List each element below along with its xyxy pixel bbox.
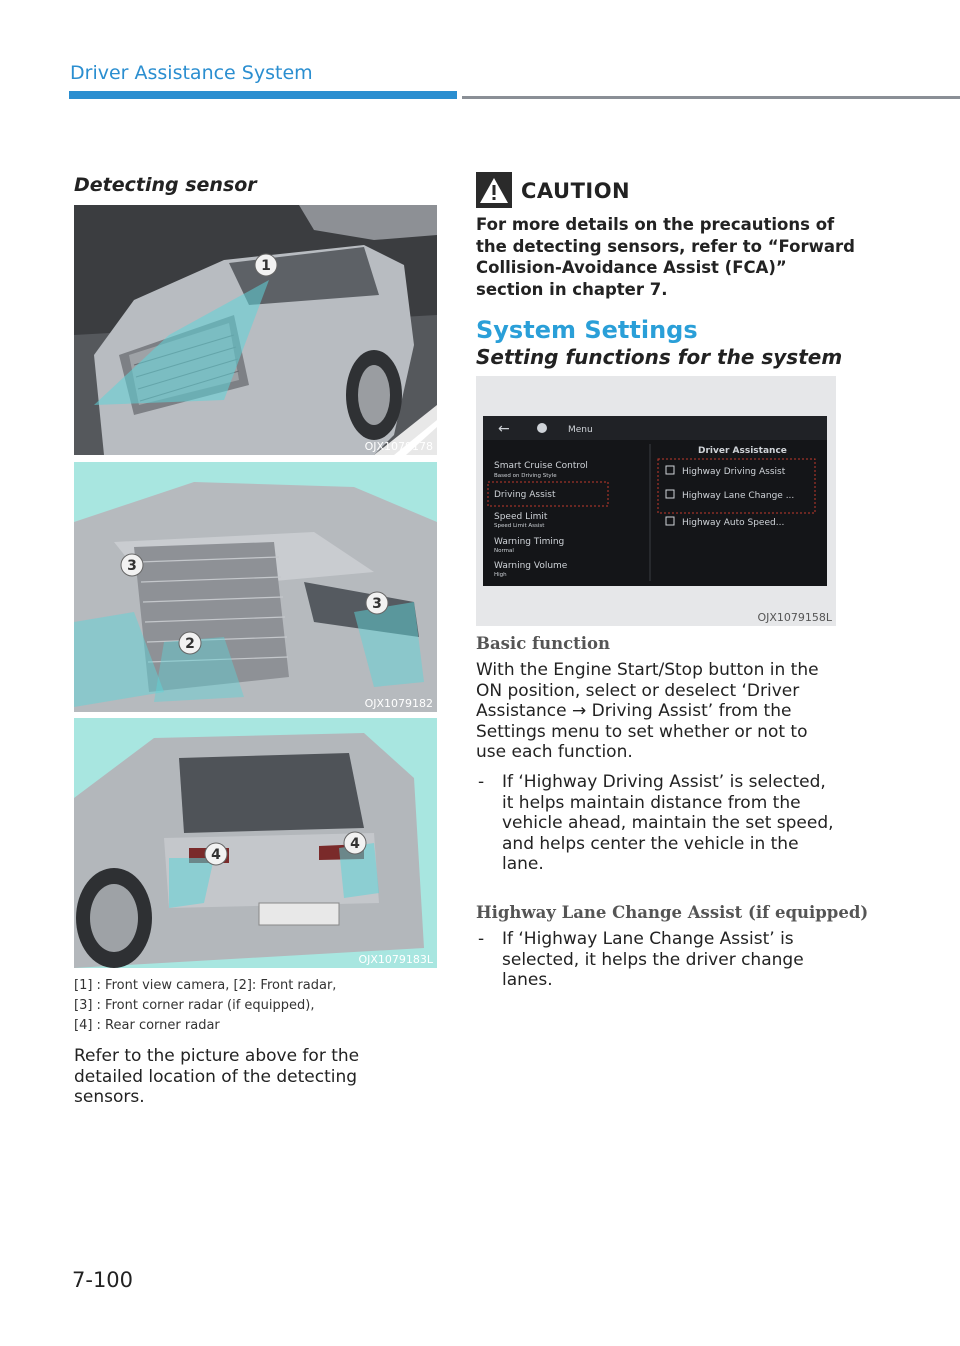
image-code: OJX1079158L — [757, 611, 832, 624]
detecting-sensor-heading: Detecting sensor — [74, 174, 257, 196]
home-icon[interactable] — [537, 423, 547, 433]
marker-4-left: 4 — [211, 847, 221, 863]
lane-change-heading: Highway Lane Change Assist (if equipped) — [476, 903, 869, 922]
front-camera-illustration — [74, 205, 437, 455]
caution-title: CAUTION — [521, 179, 631, 203]
marker-3-left: 3 — [127, 558, 137, 574]
menu-item-smart-cruise[interactable]: Smart Cruise Control — [494, 461, 588, 471]
panel-title: Driver Assistance — [698, 446, 787, 456]
header-rule-blue — [69, 91, 457, 99]
svg-text:High: High — [494, 572, 507, 578]
bullet-highway-driving-assist: - If ‘Highway Driving Assist’ is selected, it helps maintain distance from the vehicle ahead, maintain the set speed, and helps center the vehicle in the lane. — [478, 772, 834, 874]
svg-text:Speed Limit Assist: Speed Limit Assist — [494, 523, 545, 529]
image-code: OJX1079178 — [364, 440, 433, 453]
option-highway-lane-change[interactable]: Highway Lane Change ... — [682, 491, 795, 501]
rear-radar-illustration — [74, 718, 437, 968]
chapter-title: Driver Assistance System — [70, 62, 313, 84]
basic-function-text: With the Engine Start/Stop button in the ON position, select or deselect ‘Driver Assistance → Driving Assist’ from the Settings menu to set whether or not to use each function. — [476, 660, 819, 762]
back-arrow-icon[interactable]: ← — [498, 421, 510, 437]
sensor-location-text: Refer to the picture above for the detailed location of the detecting sensors. — [74, 1046, 360, 1107]
sensor-caption: [1] : Front view camera, [2]: Front radar, [3] : Front corner radar (if equipped), [4] : Rear corner radar — [74, 978, 337, 1033]
warning-triangle-icon — [476, 172, 512, 208]
menu-item-warning-volume[interactable]: Warning Volume — [494, 561, 568, 571]
svg-text:Based on Driving Style: Based on Driving Style — [494, 473, 557, 479]
settings-screen-illustration — [476, 376, 836, 626]
settings-screen-photo — [476, 376, 836, 626]
menu-item-warning-timing[interactable]: Warning Timing — [494, 537, 565, 547]
header-rule-gray — [462, 96, 960, 99]
marker-4-right: 4 — [350, 836, 360, 852]
image-code: OJX1079182 — [364, 697, 433, 710]
option-highway-driving-assist[interactable]: Highway Driving Assist — [682, 467, 786, 477]
caution-text: For more details on the precautions of the detecting sensors, refer to “Forward Collision-Avoidance Assist (FCA)” section in chapter 7. — [476, 215, 855, 299]
menu-label: Menu — [568, 425, 593, 435]
menu-item-speed-limit[interactable]: Speed Limit — [494, 512, 548, 522]
image-code: OJX1079183L — [358, 953, 433, 966]
front-camera-photo — [74, 205, 437, 455]
menu-item-driving-assist[interactable]: Driving Assist — [494, 490, 556, 500]
marker-1: 1 — [261, 258, 271, 274]
marker-3-right: 3 — [372, 596, 382, 612]
marker-2: 2 — [185, 636, 195, 652]
setting-functions-subtitle: Setting functions for the system — [476, 345, 843, 369]
bullet-lane-change-assist: - If ‘Highway Lane Change Assist’ is selected, it helps the driver change lanes. — [478, 929, 804, 990]
front-radar-photo — [74, 462, 437, 712]
front-radar-illustration — [74, 462, 437, 712]
svg-text:Normal: Normal — [494, 548, 514, 554]
system-settings-title: System Settings — [476, 316, 698, 344]
page-number: 7-100 — [72, 1268, 134, 1292]
basic-function-heading: Basic function — [476, 634, 611, 653]
option-highway-auto-speed[interactable]: Highway Auto Speed... — [682, 518, 785, 528]
rear-radar-photo — [74, 718, 437, 968]
